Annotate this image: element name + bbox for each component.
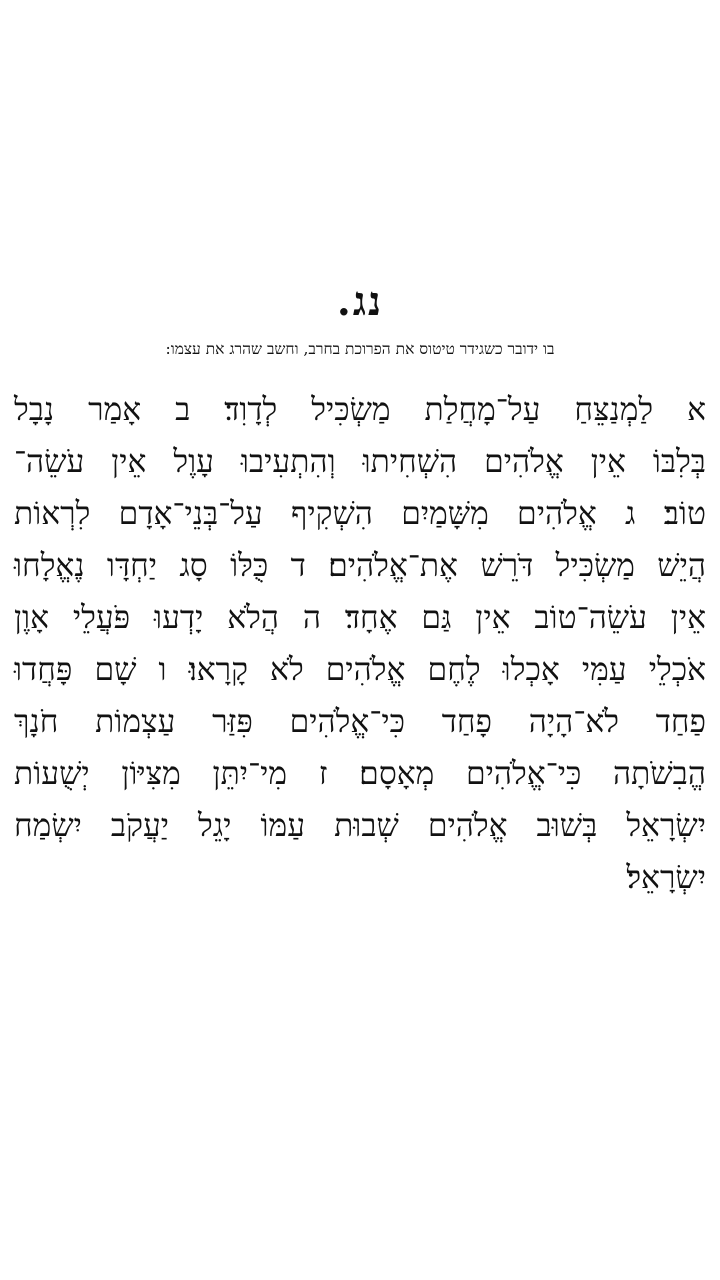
chapter-number: נג.: [336, 278, 384, 325]
psalm-text: [14, 384, 706, 904]
chapter-superscription: בו ידובר כשגידר טיטוס את הפרוכת בחרב, וחשב שהרג את עצמו:: [165, 340, 555, 358]
verse-line: הֱבִשֹׁתָה כִּי־אֱלֹהִים מְאָסָם׃ ז מִי־יִתֵּן מִצִּיּוֹן יְשֻׁעוֹת: [14, 756, 706, 792]
verse-line: אֹכְלֵי עַמִּי אָכְלוּ לֶחֶם אֱלֹהִים לֹא קָרָאוּ׃ ו שָׁם פָּחֲדוּ: [14, 652, 706, 688]
verse-line: יִשְׂרָאֵל׃: [626, 860, 706, 896]
verse-line: אֵין עֹשֵׂה־טוֹב אֵין גַּם אֶחָד׃ ה הֲלֹא יָדְעוּ פֹּעֲלֵי אָוֶן: [14, 600, 706, 636]
verse-line: פַחַד לֹא־הָיָה פָחַד כִּי־אֱלֹהִים פִּזַּר עַצְמוֹת חֹנָךְ: [14, 704, 706, 740]
verse-line: טוֹב׃ ג אֱלֹהִים מִשָּׁמַיִם הִשְׁקִיף עַל־בְּנֵי־אָדָם לִרְאוֹת: [14, 496, 706, 532]
verse-line: בְּלִבּוֹ אֵין אֱלֹהִים הִשְׁחִיתוּ וְהִתְעִיבוּ עָוֶל אֵין עֹשֵׂה־: [14, 444, 706, 480]
verse-line: הֲיֵשׁ מַשְׂכִּיל דֹּרֵשׁ אֶת־אֱלֹהִים׃ ד כֻּלּוֹ סָג יַחְדָּו נֶאֱלָחוּ: [14, 548, 706, 584]
verse-line: יִשְׂרָאֵל בְּשׁוּב אֱלֹהִים שְׁבוּת עַמּוֹ יָגֵל יַעֲקֹב יִשְׂמַח: [14, 808, 706, 844]
verse-line: א לַמְנַצֵּחַ עַל־מָחֲלַת מַשְׂכִּיל לְדָוִד׃ ב אָמַר נָבָל: [14, 392, 706, 428]
